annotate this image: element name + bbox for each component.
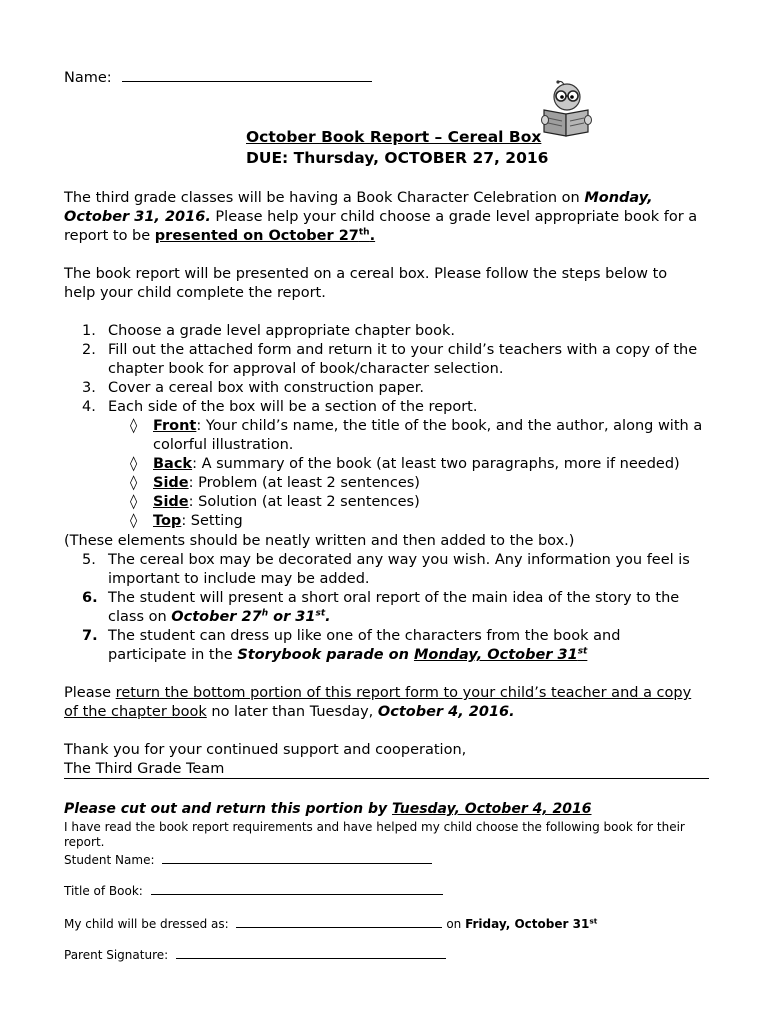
diamond-bullet-icon: ◊ — [130, 475, 138, 491]
list-item: Each side of the box will be a section of the report. — [108, 399, 478, 415]
list-item: Fill out the attached form and return it to your child’s teachers with a copy of the — [108, 342, 698, 358]
form-statement: I have read the book report requirements and have helped my child choose the following book for their report. — [64, 820, 685, 849]
book-title-label: Title of Book: — [64, 884, 143, 898]
box-sides-list: ◊ Front: Your child’s name, the title of the book, and the author, along with a colorful illustration. ◊ Back: A summary of the book (at least two paragraphs, more if needed) ◊ Side: Problem (at least 2 sentences) ◊ Side: Solution (at least 2 sentences) ◊ Top: Setting — [130, 418, 703, 529]
name-row — [64, 68, 372, 88]
return-paragraph: Please return the bottom portion of this report form to your child’s teacher and a copy of the chapter book no later than Tuesday, October 4, 2016. — [64, 685, 692, 720]
name-field[interactable] — [122, 68, 372, 82]
steps-list: 1. Choose a grade level appropriate chapter book. 2. Fill out the attached form and return it to your child’s teachers with a copy of the chapter book for approval of book/character selection. 3. Cover a cereal box with construction paper. 4. Each side of the box will be a section of the report. — [82, 323, 698, 415]
parent-signature-field[interactable] — [176, 945, 446, 959]
diamond-bullet-icon: ◊ — [130, 418, 138, 434]
costume-label: My child will be dressed as: — [64, 917, 229, 931]
student-name-field[interactable] — [162, 850, 432, 864]
book-title-row — [64, 881, 443, 899]
student-name-label: Student Name: — [64, 853, 155, 867]
cereal-box-paragraph: The book report will be presented on a cereal box. Please follow the steps below to help your child complete the report. — [64, 266, 668, 301]
bookworm-reading-icon — [536, 80, 598, 142]
list-item: Choose a grade level appropriate chapter book. — [108, 323, 455, 339]
parent-signature-label: Parent Signature: — [64, 948, 169, 962]
book-title-field[interactable] — [151, 881, 443, 895]
list-item: The student can dress up like one of the characters from the book and — [108, 628, 621, 644]
costume-row: My child will be dressed as: on Friday, October 31st — [64, 914, 597, 932]
intro-paragraph: The third grade classes will be having a Book Character Celebration on Monday, October 31, 2016. Please help your child choose a grade level appropriate book for a report to be presented on October 27th. — [64, 190, 698, 244]
closing: Thank you for your continued support and cooperation, The Third Grade Team — [64, 742, 467, 777]
parent-signature-row — [64, 945, 446, 963]
due-date: DUE: Thursday, OCTOBER 27, 2016 — [246, 149, 549, 167]
costume-field[interactable] — [236, 914, 442, 928]
cut-divider — [64, 778, 709, 779]
diamond-bullet-icon: ◊ — [130, 494, 138, 510]
list-item: Cover a cereal box with construction paper. — [108, 380, 424, 396]
name-label: Name: — [64, 70, 112, 86]
diamond-bullet-icon: ◊ — [130, 513, 138, 529]
student-name-row — [64, 850, 432, 868]
list-item: The student will present a short oral report of the main idea of the story to the — [108, 590, 680, 606]
diamond-bullet-icon: ◊ — [130, 456, 138, 472]
form-heading: Please cut out and return this portion by Tuesday, October 4, 2016 — [64, 801, 592, 817]
steps-list-continued: 5. The cereal box may be decorated any way you wish. Any information you feel is important to include may be added. 6. The student will present a short oral report of the main idea of the story to the class on October 27$^h$ or 31st. 7. The student can dress up like one of the characters from the book and participate in the Storybook parade on Monday, October 31st — [82, 552, 690, 663]
page-title: October Book Report – Cereal Box — [246, 128, 542, 146]
elements-note: (These elements should be neatly written and then added to the box.) — [64, 533, 575, 549]
list-item: The cereal box may be decorated any way you wish. Any information you feel is — [108, 552, 690, 568]
